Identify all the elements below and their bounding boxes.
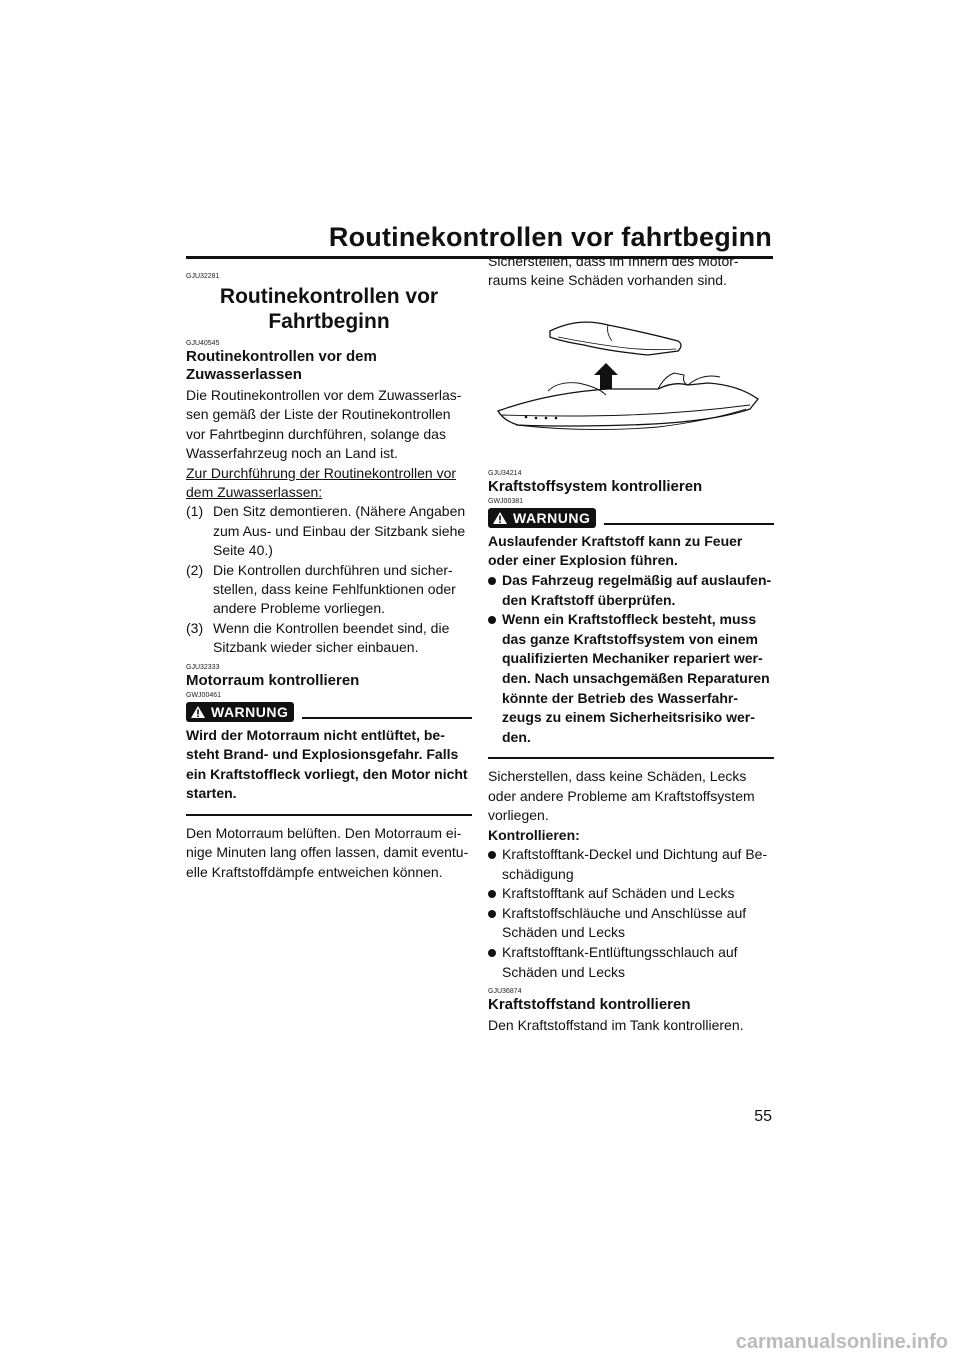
- step-list: [186, 502, 472, 657]
- ref-code: GJU32281: [186, 273, 220, 280]
- body-text: Die Routinekontrollen vor dem Zuwasserlas-sen gemäß der Liste der Routinekontrollen vor Fahrtbeginn durchführen, solange das Wasserfahrzeug noch an Land ist.: [186, 387, 462, 462]
- section-title: Routinekontrollen vor Fahrtbeginn: [219, 285, 439, 333]
- arrow-up-icon: [594, 363, 618, 389]
- warning-bullet-text: Das Fahrzeug regelmäßig auf auslaufen-den Kraftstoff überprüfen.: [502, 572, 772, 608]
- warning-badge: [488, 508, 596, 528]
- page-header-title: Routinekontrollen vor fahrtbeginn: [328, 222, 772, 252]
- check-item: [488, 904, 774, 943]
- warning-triangle-icon: [492, 511, 508, 525]
- page-number: 55: [754, 1108, 772, 1125]
- warning-header: [186, 702, 472, 722]
- warning-text: Wird der Motorraum nicht entlüftet, be-steht Brand- und Explosionsgefahr. Falls ein Kraftstoffleck vorliegt, den Motor nicht starten.: [186, 726, 468, 802]
- underlined-instruction: Zur Durchführung der Routinekontrollen vor dem Zuwasserlassen:: [186, 464, 457, 501]
- bullet-icon: [488, 616, 496, 624]
- step-text: Die Kontrollen durchführen und sicher-stellen, dass keine Fehlfunktionen oder andere Probleme vorliegen.: [213, 561, 456, 617]
- warning-badge: [186, 702, 294, 722]
- warning-rule: [604, 523, 774, 525]
- check-label: Kontrollieren:: [488, 826, 580, 843]
- bullet-icon: [488, 577, 496, 585]
- check-item-text: Kraftstofftank auf Schäden und Lecks: [502, 885, 735, 902]
- check-item-text: Kraftstoffschläuche und Anschlüsse auf Schäden und Lecks: [502, 904, 747, 941]
- subsection-title-motorraum: Motorraum kontrollieren: [186, 671, 360, 689]
- step-number: (1): [186, 503, 204, 520]
- warning-code: GWJ00381: [488, 497, 524, 505]
- check-item-text: Kraftstofftank-Deckel und Dichtung auf Be-schädigung: [502, 845, 768, 882]
- left-column: [186, 273, 472, 882]
- step-text: Wenn die Kontrollen beendet sind, die Sitzbank wieder sicher einbauen.: [213, 619, 450, 656]
- warning-text: Auslaufender Kraftstoff kann zu Feuer oder einer Explosion führen.: [488, 532, 743, 569]
- warning-bullet: [488, 610, 774, 747]
- warning-label: WARNUNG: [211, 703, 289, 720]
- warning-code: GWJ00461: [186, 691, 222, 699]
- ref-code: GJU34214: [488, 469, 522, 477]
- step-text: Den Sitz demontieren. (Nähere Angaben zum Aus- und Einbau der Sitzbank siehe Seite 40.): [213, 503, 466, 559]
- warning-end-rule: [488, 757, 774, 759]
- warning-triangle-icon: [190, 705, 206, 719]
- body-text: Sicherstellen, dass keine Schäden, Lecks oder andere Probleme am Kraftstoffsystem vorliegen.: [488, 768, 755, 824]
- watermark[interactable]: carmanualsonline.info: [735, 1331, 948, 1353]
- warning-bullet: [488, 571, 774, 610]
- warning-label: WARNUNG: [513, 509, 591, 526]
- step-number: (3): [186, 619, 204, 636]
- bullet-icon: [488, 851, 496, 859]
- warning-header: [488, 508, 774, 528]
- check-item: [488, 845, 774, 884]
- ref-code: GJU32333: [186, 663, 220, 671]
- subsection-title-zuwasserlassen: Routinekontrollen vor dem Zuwasserlassen: [186, 348, 377, 383]
- right-column: [488, 252, 774, 1036]
- warning-bullet-list: [488, 571, 774, 747]
- step-number: (2): [186, 561, 204, 578]
- check-item: [488, 884, 774, 904]
- warning-end-rule: [186, 814, 472, 816]
- warning-bullet-text: Wenn ein Kraftstoffleck besteht, muss das ganze Kraftstoffsystem von einem qualifizierten Mechaniker repariert wer-den. Nach unsachgemäßen Reparaturen könnte der Betrieb des Wasserfahr-zeugs zu einem Sicherheitsrisiko wer-den.: [502, 611, 770, 745]
- check-item: [488, 943, 774, 982]
- warning-rule: [302, 717, 472, 719]
- bullet-icon: [488, 910, 496, 918]
- subsection-title-kraftstoffstand: Kraftstoffstand kontrollieren: [488, 996, 691, 1014]
- subsection-title-kraftstoffsystem: Kraftstoffsystem kontrollieren: [488, 477, 703, 495]
- check-list: [488, 845, 774, 982]
- bullet-icon: [488, 890, 496, 898]
- ref-code: GJU36874: [488, 988, 522, 996]
- body-text: Den Kraftstoffstand im Tank kontrollieren.: [488, 1017, 744, 1034]
- bullet-icon: [488, 949, 496, 957]
- ref-code: GJU40545: [186, 340, 220, 347]
- watercraft-illustration: [488, 311, 774, 451]
- body-text: Den Motorraum belüften. Den Motorraum ei-nige Minuten lang offen lassen, damit eventu-elle Kraftstoffdämpfe entweichen können.: [186, 825, 469, 880]
- step-item: [186, 502, 472, 560]
- intro-text: Sicherstellen, dass im Innern des Motor-raums keine Schäden vorhanden sind.: [488, 253, 739, 289]
- step-item: [186, 619, 472, 658]
- check-item-text: Kraftstofftank-Entlüftungsschlauch auf Schäden und Lecks: [502, 943, 738, 980]
- step-item: [186, 561, 472, 619]
